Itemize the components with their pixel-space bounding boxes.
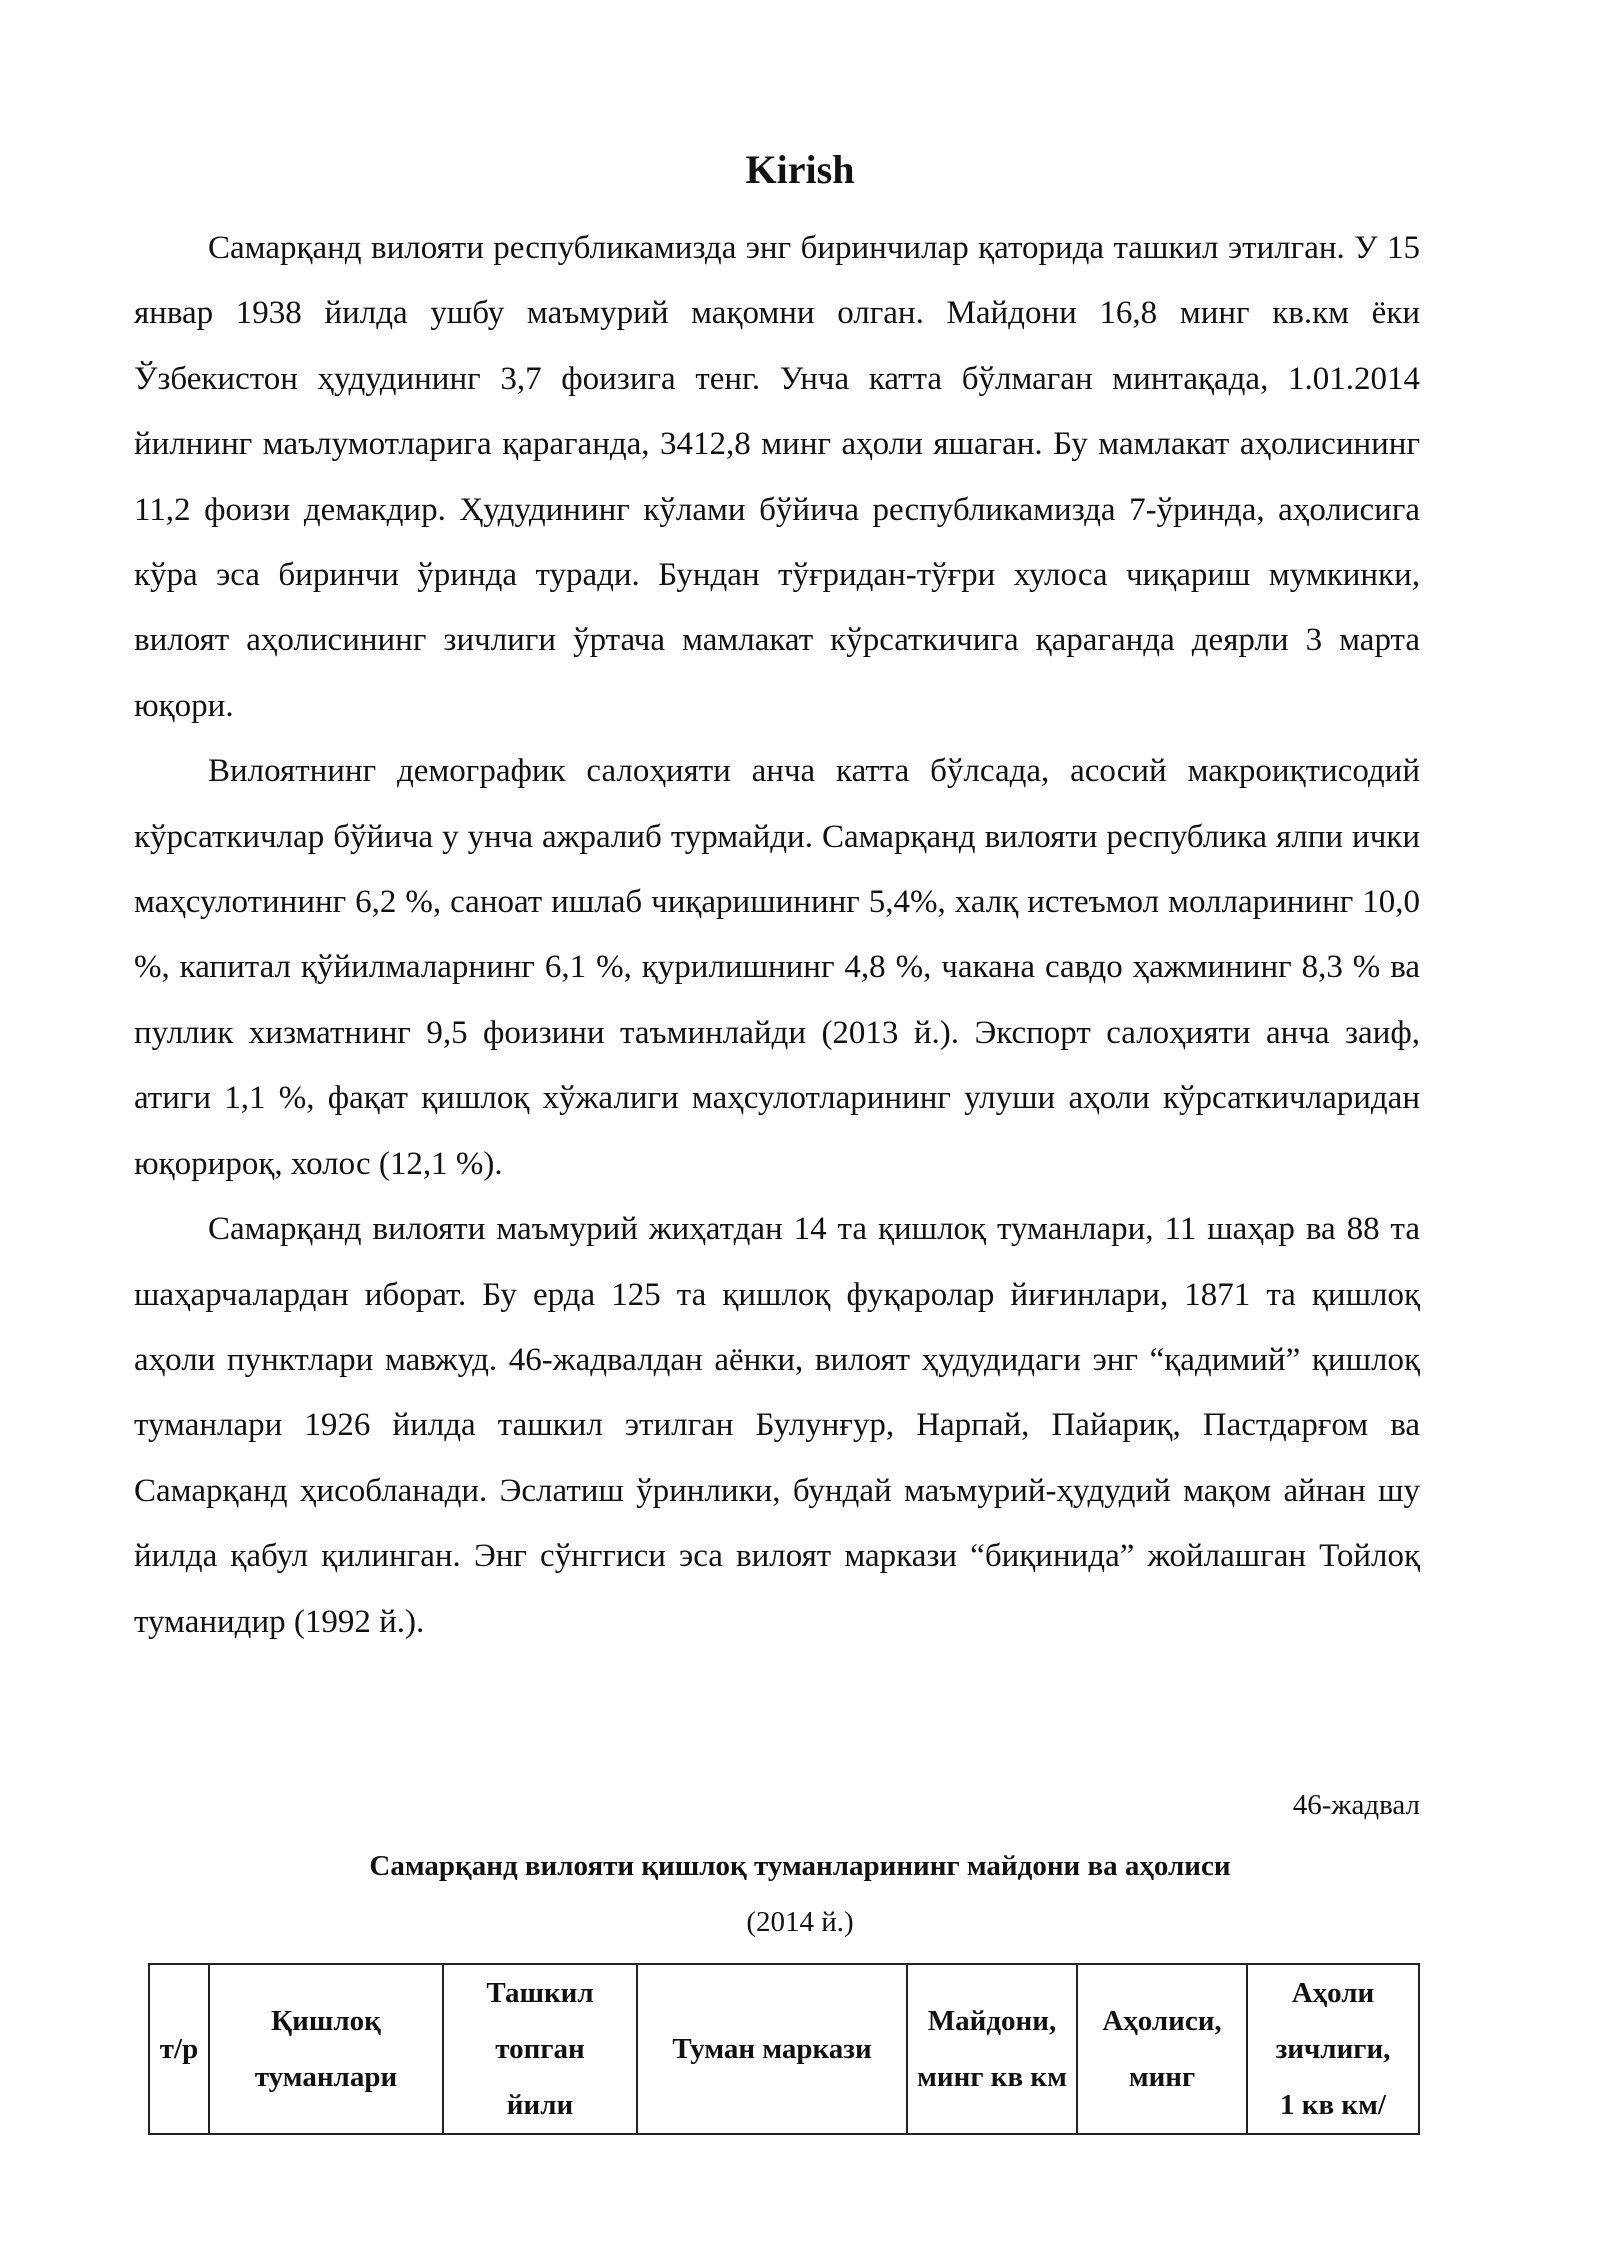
header-label: Майдони, минг кв км [917,2005,1067,2093]
header-cell-population [1077,1964,1247,2134]
paragraph-2: Вилоятнинг демографик салоҳияти анча катта бўлсада, асосий макроиқтисодий кўрсаткичлар бўйича у унча ажралиб турмайди. Самарқанд вилояти республика ялпи ички маҳсулотининг 6,2 %, саноат ишлаб чиқаришининг 5,4%, халқ истеъмол молларининг 10,0 %, капитал қўйилмаларнинг 6,1 %, қурилишнинг 4,8 %, чакана савдо ҳажмининг 8,3 % ва пуллик хизматнинг 9,5 фоизини таъминлайди (2013 й.). Экспорт салоҳияти анча заиф, атиги 1,1 %, фақат қишлоқ хўжалиги маҳсулотларининг улуши аҳоли кўрсаткичларидан юқорироқ, холос (12,1 %). [134,753,1420,1182]
table-subtitle: (2014 й.) [746,1906,854,1938]
header-label: Аҳоли зичлиги, 1 кв км/ [1275,1977,1391,2121]
header-cell-density [1247,1964,1419,2134]
body-text [134,216,1420,1655]
header-label: Қишлоқ туманлари [254,2005,398,2093]
header-cell-area [907,1964,1077,2134]
paragraph-3: Самарқанд вилояти маъмурий жиҳатдан 14 та қишлоқ туманлари, 11 шаҳар ва 88 та шаҳарчалардан иборат. Бу ерда 125 та қишлоқ фуқаролар йиғинлари, 1871 та қишлоқ аҳоли пунктлари мавжуд. 46-жадвалдан аёнки, вилоят ҳудудидаги энг “қадимий” қишлоқ туманлари 1926 йилда ташкил этилган Булунғур, Нарпай, Пайариқ, Пастдарғом ва Самарқанд ҳисобланади. Эслатиш ўринлики, бундай маъмурий-ҳудудий мақом айнан шу йилда қабул қилинган. Энг сўнггиси эса вилоят маркази “биқинида” жойлашган Тойлоқ туманидир (1992 й.). [134,1211,1420,1640]
table-header-row [149,1964,1419,2134]
table-title: Самарқанд вилояти қишлоқ туманларининг майдони ва аҳолиси [369,1850,1231,1882]
data-table [148,1963,1420,2135]
header-label: Ташкил топган йили [486,1977,594,2121]
page-title: Kirish [745,147,855,192]
paragraph-1: Самарқанд вилояти республикамизда энг биринчилар қаторида ташкил этилган. У 15 январ 1938 йилда ушбу маъмурий мақомни олган. Майдони 16,8 минг кв.км ёки Ўзбекистон ҳудудининг 3,7 фоизига тенг. Унча катта бўлмаган минтақада, 1.01.2014 йилнинг маълумотларига қараганда, 3412,8 минг аҳоли яшаган. Бу мамлакат аҳолисининг 11,2 фоизи демакдир. Ҳудудининг кўлами бўйича республикамизда 7-ўринда, аҳолисига кўра эса биринчи ўринда туради. Бундан тўғридан-тўғри хулоса чиқариш мумкинки, вилоят аҳолисининг зичлиги ўртача мамлакат кўрсаткичига қараганда деярли 3 марта юқори. [134,230,1420,724]
header-label: Туман маркази [672,2033,872,2065]
header-label: Аҳолиси, минг [1102,2005,1222,2093]
header-cell-number [149,1964,209,2134]
header-cell-districts [209,1964,443,2134]
header-cell-founded [443,1964,637,2134]
header-label: т/р [159,2033,199,2065]
header-cell-center [637,1964,907,2134]
table-number: 46-жадвал [1292,1789,1420,1821]
